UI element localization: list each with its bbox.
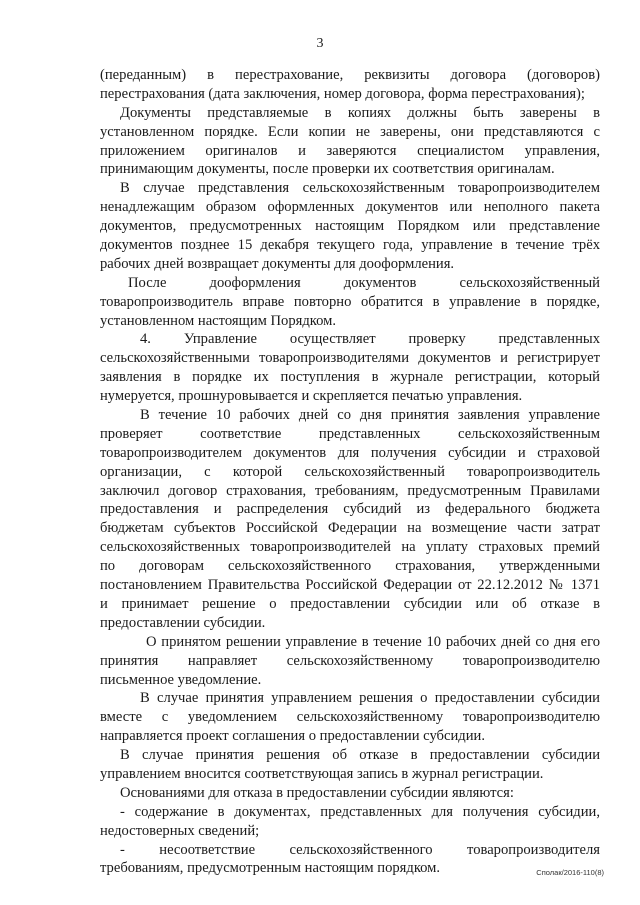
text-line: После дооформления документов сельскохозяйственный xyxy=(128,274,600,291)
text-line: приложением оригиналов и заверяются специалистом управления, xyxy=(100,142,600,159)
text-line: установленном настоящим Порядком. xyxy=(100,312,337,329)
text-line: управлением вносится соответствующая запись в журнал регистрации. xyxy=(100,765,544,782)
document-body xyxy=(100,66,600,878)
text-line: организации, с которой сельскохозяйственный товаропроизводитель xyxy=(100,463,600,480)
text-line: В случае принятия решения об отказе в предоставлении субсидии xyxy=(120,747,600,764)
text-line: и принимает решение о предоставлении субсидии или об отказе в xyxy=(100,595,600,612)
text-line: О принятом решении управление в течение 10 рабочих дней со дня его xyxy=(146,633,600,650)
text-line: требованиям, предусмотренным настоящим порядком. xyxy=(100,860,441,877)
text-line: заключил договор страхования, требованиям, предусмотренным Правилами xyxy=(100,482,600,499)
text-line: ненадлежащим образом оформленных документов или неполного пакета xyxy=(100,199,600,216)
text-line: по договорам сельскохозяйственного страхования, утвержденными xyxy=(100,558,600,575)
text-line: заявления в порядке их поступления в журнале регистрации, который xyxy=(100,369,600,386)
page-number: 3 xyxy=(316,36,324,51)
text-line: сельскохозяйственными товаропроизводителями документов и регистрирует xyxy=(100,350,600,367)
text-line: постановлением Правительства Российской Федерации от 22.12.2012 № 1371 xyxy=(100,577,600,594)
text-line: В случае представления сельскохозяйственным товаропроизводителем xyxy=(120,180,600,197)
text-line: принимающим документы, после проверки их соответствия оригиналам. xyxy=(100,161,555,178)
text-line: - содержание в документах, представленных для получения субсидии, xyxy=(120,803,600,820)
text-line: Основаниями для отказа в предоставлении субсидии являются: xyxy=(120,784,514,801)
text-line: товаропроизводитель вправе повторно обратится в управление в порядке, xyxy=(100,293,600,310)
document-footer-code: Сполак/2016-110(8) xyxy=(536,868,604,877)
text-line: предоставления и распределения субсидий из федерального бюджета xyxy=(100,501,600,518)
text-line: документов, предусмотренных настоящим Порядком или представление xyxy=(100,218,600,235)
text-line: принятия направляет сельскохозяйственному товаропроизводителю xyxy=(100,652,600,669)
text-line: сельскохозяйственных товаропроизводителей на уплату страховых премий xyxy=(100,539,600,556)
text-line: Документы представляемые в копиях должны быть заверены в xyxy=(120,104,600,121)
text-line: письменное уведомление. xyxy=(100,671,262,688)
text-line: документов позднее 15 декабря текущего года, управление в течение трёх xyxy=(100,237,600,254)
text-line: установленном порядке. Если копии не заверены, они представляются с xyxy=(100,123,600,140)
text-line: вместе с уведомлением сельскохозяйственному товаропроизводителю xyxy=(100,709,600,726)
text-line: рабочих дней возвращает документы для дооформления. xyxy=(100,255,455,272)
text-line: В случае принятия управлением решения о предоставлении субсидии xyxy=(140,690,600,707)
text-line: товаропроизводителем документов для получения субсидии и страховой xyxy=(100,444,600,461)
text-line: бюджетам субъектов Российской Федерации на возмещение части затрат xyxy=(100,520,600,537)
text-line: перестрахования (дата заключения, номер договора, форма перестрахования); xyxy=(100,85,585,102)
text-line: (переданным) в перестрахование, реквизиты договора (договоров) xyxy=(100,67,600,83)
text-line: недостоверных сведений; xyxy=(100,822,260,839)
text-line: проверяет соответствие представленных сельскохозяйственным xyxy=(100,425,600,442)
text-line: предоставлении субсидии. xyxy=(100,614,266,631)
text-line: В течение 10 рабочих дней со дня принятия заявления управление xyxy=(140,407,600,424)
text-line: 4. Управление осуществляет проверку представленных xyxy=(140,331,600,348)
text-line: нумеруется, прошнуровывается и скрепляется печатью управления. xyxy=(100,388,523,405)
text-line: направляется проект соглашения о предоставлении субсидии. xyxy=(100,728,485,745)
text-line: - несоответствие сельскохозяйственного товаропроизводителя xyxy=(120,841,600,858)
